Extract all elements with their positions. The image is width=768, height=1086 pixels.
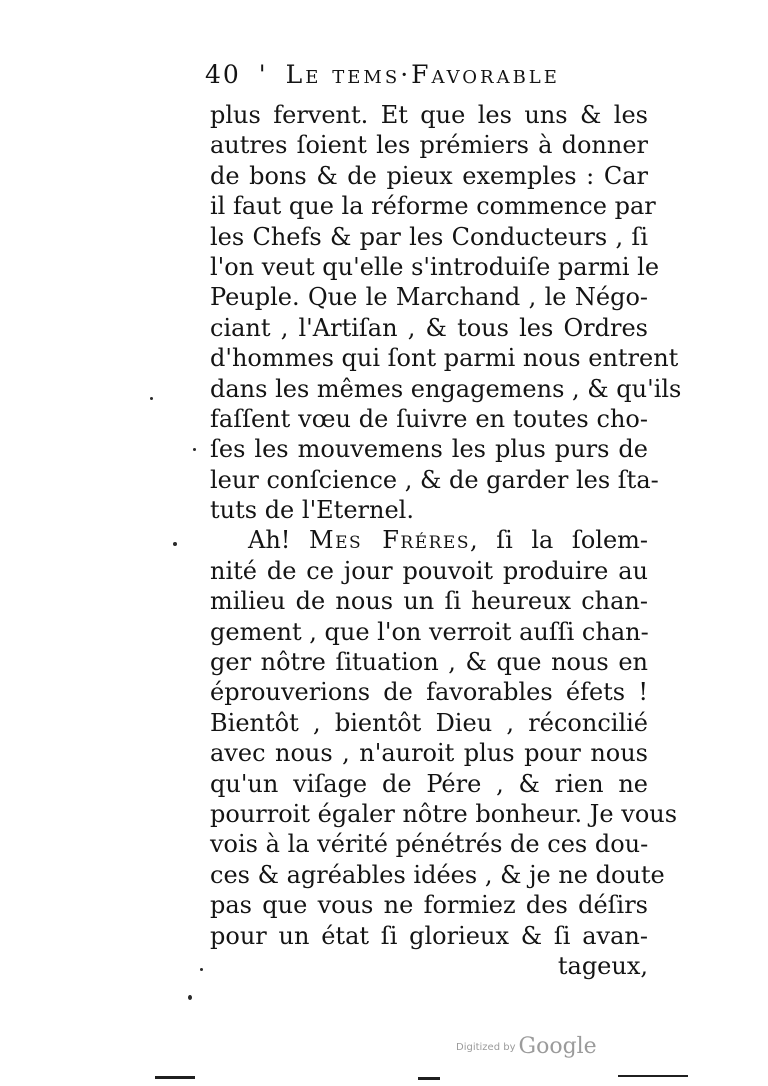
text-line: pour un état ſi glorieux & ſi avan-	[210, 921, 648, 950]
header-mark: '	[258, 60, 268, 89]
text-line: vois à la vérité pénétrés de ces dou-	[210, 830, 649, 859]
page-body	[210, 100, 682, 981]
scan-streak	[618, 1075, 688, 1077]
scan-speck	[150, 397, 153, 400]
page-number: 40	[205, 60, 241, 89]
text-line: Bientôt , bientôt Dieu , réconcilié	[210, 708, 648, 737]
text-line: plus fervent. Et que les uns & les	[210, 101, 648, 129]
text-line: dans les mêmes engagemens , & qu'ils	[210, 374, 682, 403]
paragraph-first-line	[210, 525, 648, 555]
running-header	[205, 60, 665, 96]
text-line: avec nous , n'auroit plus pour nous	[210, 739, 648, 768]
running-title: Le tems·Favorable	[285, 60, 560, 89]
interjection: Ah!	[248, 526, 310, 555]
scan-streak	[418, 1077, 440, 1080]
text-line: leur conſcience , & de garder les ſta-	[210, 465, 659, 494]
text-line: ſes les mouvemens les plus purs de	[210, 435, 648, 464]
text-line: gement , que l'on verroit auſſi chan-	[210, 617, 649, 646]
text-line: Peuple. Que le Marchand , le Négo-	[210, 283, 648, 312]
text-line: ger nôtre ſituation , & que nous en	[210, 648, 648, 677]
text-line: tuts de l'Eternel.	[210, 496, 414, 525]
text-line: il faut que la réforme commence par	[210, 192, 656, 221]
first-line-rest: , ſi la ſolem-	[469, 526, 649, 555]
scan-speck	[173, 542, 177, 546]
scan-streak	[155, 1076, 195, 1079]
text-line: les Chefs & par les Conducteurs , ſi	[210, 222, 648, 251]
text-line: qu'un viſage de Pére , & rien ne	[210, 769, 648, 798]
scan-speck	[188, 995, 192, 1000]
text-line: éprouverions de favorables éfets !	[210, 678, 648, 707]
text-line: autres ſoient les prémiers à donner	[210, 131, 648, 160]
text-line: pourroit égaler nôtre bonheur. Je vous	[210, 799, 678, 828]
address-smallcaps: Mes Fréres	[309, 526, 470, 555]
text-line: de bons & de pieux exemples : Car	[210, 161, 648, 190]
catchword: tageux,	[557, 951, 648, 980]
text-line: milieu de nous un ſi heureux chan-	[210, 587, 648, 616]
google-logo: Google	[518, 1034, 597, 1059]
scan-speck	[200, 968, 203, 971]
text-line: l'on veut qu'elle s'introduiſe parmi le	[210, 252, 660, 281]
digitization-credit	[456, 1034, 597, 1064]
text-line: pas que vous ne formiez des déſirs	[210, 891, 648, 920]
text-line: ciant , l'Artiſan , & tous les Ordres	[210, 313, 648, 342]
text-line: ces & agréables idées , & je ne doute	[210, 860, 665, 889]
text-line: d'hommes qui ſont parmi nous entrent	[210, 344, 679, 373]
scan-speck	[193, 448, 196, 451]
text-line: faſſent vœu de ſuivre en toutes cho-	[210, 404, 648, 433]
text-line: nité de ce jour pouvoit produire au	[210, 556, 648, 585]
credit-prefix: Digitized by	[456, 1042, 516, 1053]
